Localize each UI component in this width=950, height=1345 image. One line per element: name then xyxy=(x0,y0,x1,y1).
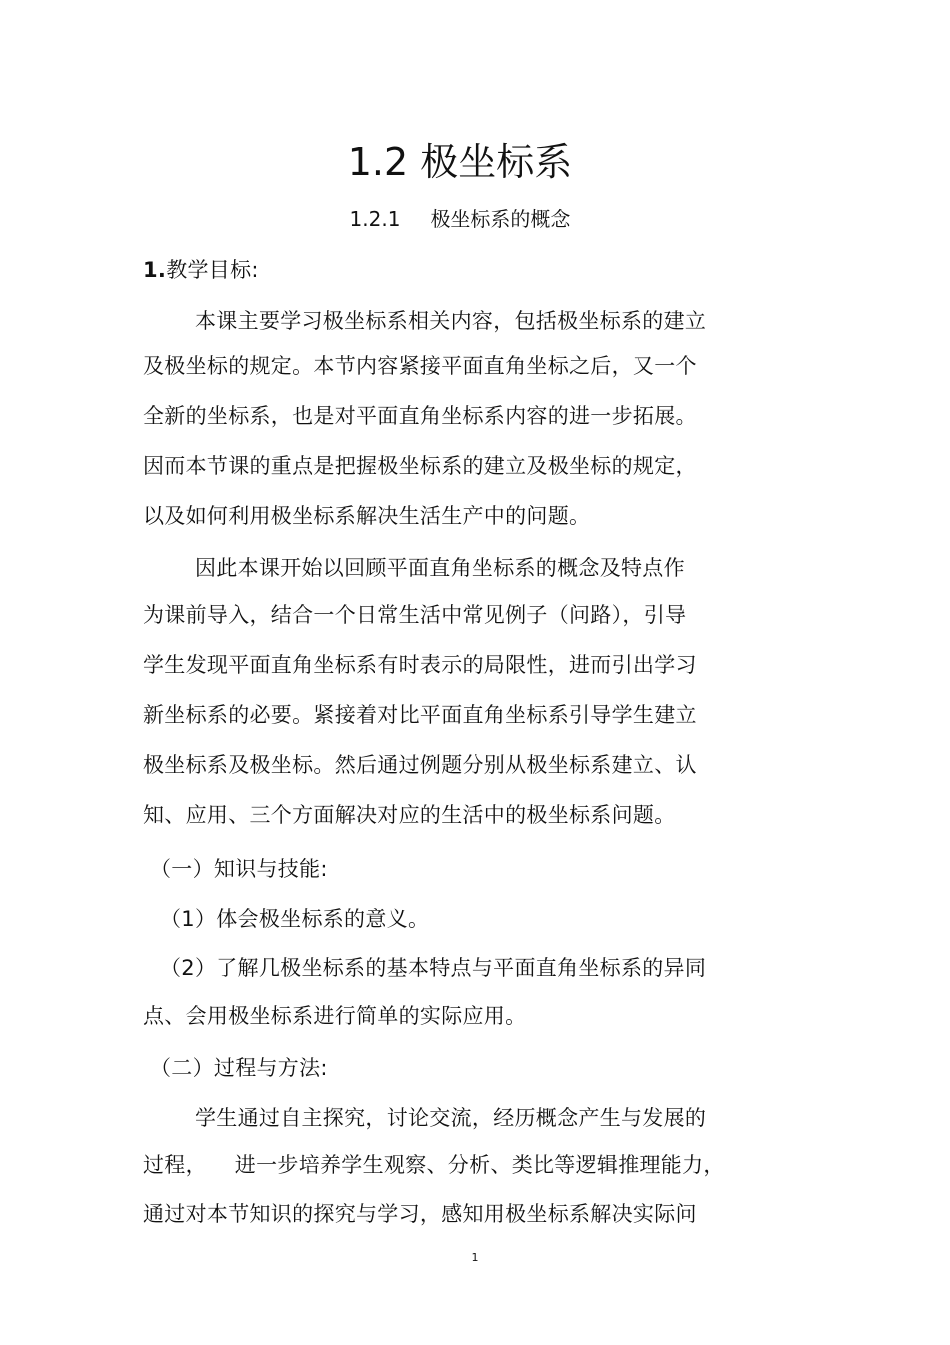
teaching-goals-heading xyxy=(143,256,259,284)
paragraph-line: 以及如何利用极坐标系解决生活生产中的问题。 xyxy=(143,504,591,528)
knowledge-item-continued: 点、会用极坐标系进行简单的实际应用。 xyxy=(143,1004,527,1028)
heading-text: 教学目标: xyxy=(166,258,259,282)
subtitle-number: 1.2.1 xyxy=(349,207,401,231)
paragraph-line: 因而本节课的重点是把握极坐标系的建立及极坐标的规定， xyxy=(143,454,697,478)
paragraph-line: 学生发现平面直角坐标系有时表示的局限性，进而引出学习 xyxy=(143,653,697,677)
paragraph-line: 及极坐标的规定。本节内容紧接平面直角坐标之后，又一个 xyxy=(143,354,697,378)
paragraph-line: 知、应用、三个方面解决对应的生活中的极坐标系问题。 xyxy=(143,803,676,827)
knowledge-item: （2）了解几极坐标系的基本特点与平面直角坐标系的异同 xyxy=(160,956,707,980)
paragraph-line: 过程， 进一步培养学生观察、分析、类比等逻辑推理能力， xyxy=(143,1153,725,1177)
paragraph-line: 通过对本节知识的探究与学习，感知用极坐标系解决实际问 xyxy=(143,1202,697,1226)
section-subtitle xyxy=(0,205,920,233)
process-heading: （二）过程与方法: xyxy=(150,1056,328,1080)
paragraph-line: 因此本课开始以回顾平面直角坐标系的概念及特点作 xyxy=(195,556,685,580)
page-title: 1.2 极坐标系 xyxy=(347,140,573,184)
heading-number: 1. xyxy=(143,258,167,282)
knowledge-heading: （一）知识与技能: xyxy=(150,857,328,881)
paragraph-line: 全新的坐标系，也是对平面直角坐标系内容的进一步拓展。 xyxy=(143,404,697,428)
paragraph-line: 本课主要学习极坐标系相关内容，包括极坐标系的建立 xyxy=(195,309,707,333)
paragraph-line: 极坐标系及极坐标。然后通过例题分别从极坐标系建立、认 xyxy=(143,753,697,777)
knowledge-item: （1）体会极坐标系的意义。 xyxy=(160,907,430,931)
paragraph-line: 为课前导入，结合一个日常生活中常见例子（问路），引导 xyxy=(143,603,687,627)
subtitle-text: 极坐标系的概念 xyxy=(430,207,571,231)
paragraph-line: 新坐标系的必要。紧接着对比平面直角坐标系引导学生建立 xyxy=(143,703,697,727)
page-number: 1 xyxy=(471,1251,479,1264)
paragraph-line: 学生通过自主探究，讨论交流，经历概念产生与发展的 xyxy=(195,1106,707,1130)
